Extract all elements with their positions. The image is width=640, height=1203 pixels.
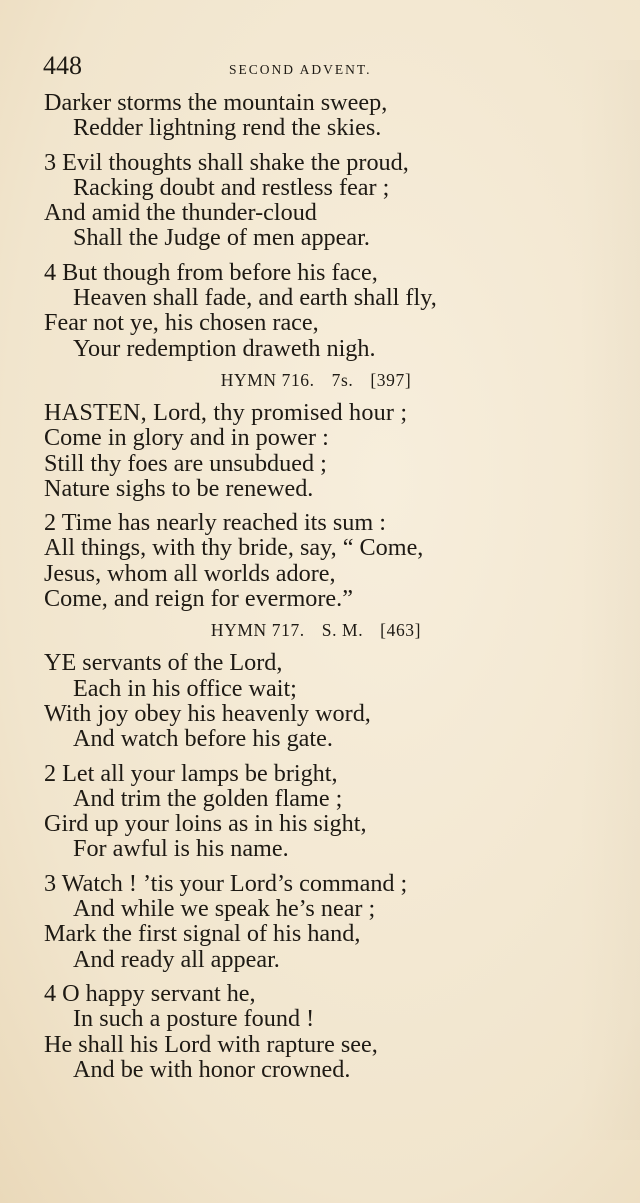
verse-line: And trim the golden flame ;	[73, 784, 343, 812]
hymn-716-meter: 7s.	[331, 369, 354, 390]
verse-line: Jesus, whom all worlds adore,	[44, 559, 336, 587]
verse-line: And be with honor crowned.	[73, 1055, 351, 1083]
hymn-717-meter: S. M.	[321, 620, 364, 641]
verse-line: 2 Let all your lamps be bright,	[44, 759, 338, 787]
verse-line: Shall the Judge of men appear.	[73, 224, 370, 252]
verse-line: 4 O happy servant he,	[44, 979, 256, 1007]
verse-line: And while we speak he’s near ;	[73, 895, 376, 923]
verse-line: Racking doubt and restless fear ;	[73, 173, 390, 201]
verse-line: Gird up your loins as in his sight,	[44, 810, 367, 838]
verse-line: And amid the thunder-cloud	[44, 199, 317, 227]
verse-line: Darker storms the mountain sweep,	[44, 89, 388, 116]
hymn-716-label: HYMN 716.	[220, 369, 315, 390]
verse-line: 4 But though from before his face,	[44, 258, 378, 286]
verse-line: YE servants of the Lord,	[44, 649, 283, 677]
verse-line: 3 Evil thoughts shall shake the proud,	[44, 148, 409, 176]
hymn-717-label: HYMN 717.	[210, 620, 305, 641]
hymn-text	[44, 90, 624, 1082]
verse-line: Still thy foes are unsubdued ;	[44, 449, 327, 477]
page-header	[43, 48, 563, 84]
verse-line: Come in glory and in power :	[44, 424, 329, 452]
hymn-717-tune-ref: [463]	[380, 620, 422, 641]
verse-line: Heaven shall fade, and earth shall fly,	[73, 284, 437, 312]
verse-line: Each in his office wait;	[73, 674, 297, 702]
verse-line: And watch before his gate.	[73, 725, 333, 753]
page-number: 448	[43, 51, 82, 80]
verse-line: Fear not ye, his chosen race,	[44, 309, 319, 337]
verse-line: He shall his Lord with rapture see,	[44, 1030, 378, 1058]
verse-line: Come, and reign for evermore.”	[44, 585, 353, 613]
verse-line: 3 Watch ! ’tis your Lord’s command ;	[44, 869, 408, 897]
hymn-716-heading	[44, 367, 564, 394]
verse-line: Mark the first signal of his hand,	[44, 920, 361, 948]
verse-line: With joy obey his heavenly word,	[44, 699, 371, 727]
verse-line: Nature sighs to be renewed.	[44, 474, 314, 502]
verse-line: And ready all appear.	[73, 945, 280, 973]
verse-line: For awful is his name.	[73, 835, 289, 863]
verse-line: Your redemption draweth nigh.	[73, 334, 376, 362]
hymn-717-heading	[44, 617, 564, 644]
verse-line: HASTEN, Lord, thy promised hour ;	[44, 398, 408, 426]
verse-line: 2 Time has nearly reached its sum :	[44, 509, 386, 537]
verse-line: All things, with thy bride, say, “ Come,	[44, 534, 424, 562]
verse-line: Redder lightning rend the skies.	[73, 114, 382, 142]
running-title: SECOND ADVENT.	[229, 62, 372, 77]
verse-line: In such a posture found !	[73, 1005, 315, 1033]
hymn-716-tune-ref: [397]	[370, 369, 412, 390]
